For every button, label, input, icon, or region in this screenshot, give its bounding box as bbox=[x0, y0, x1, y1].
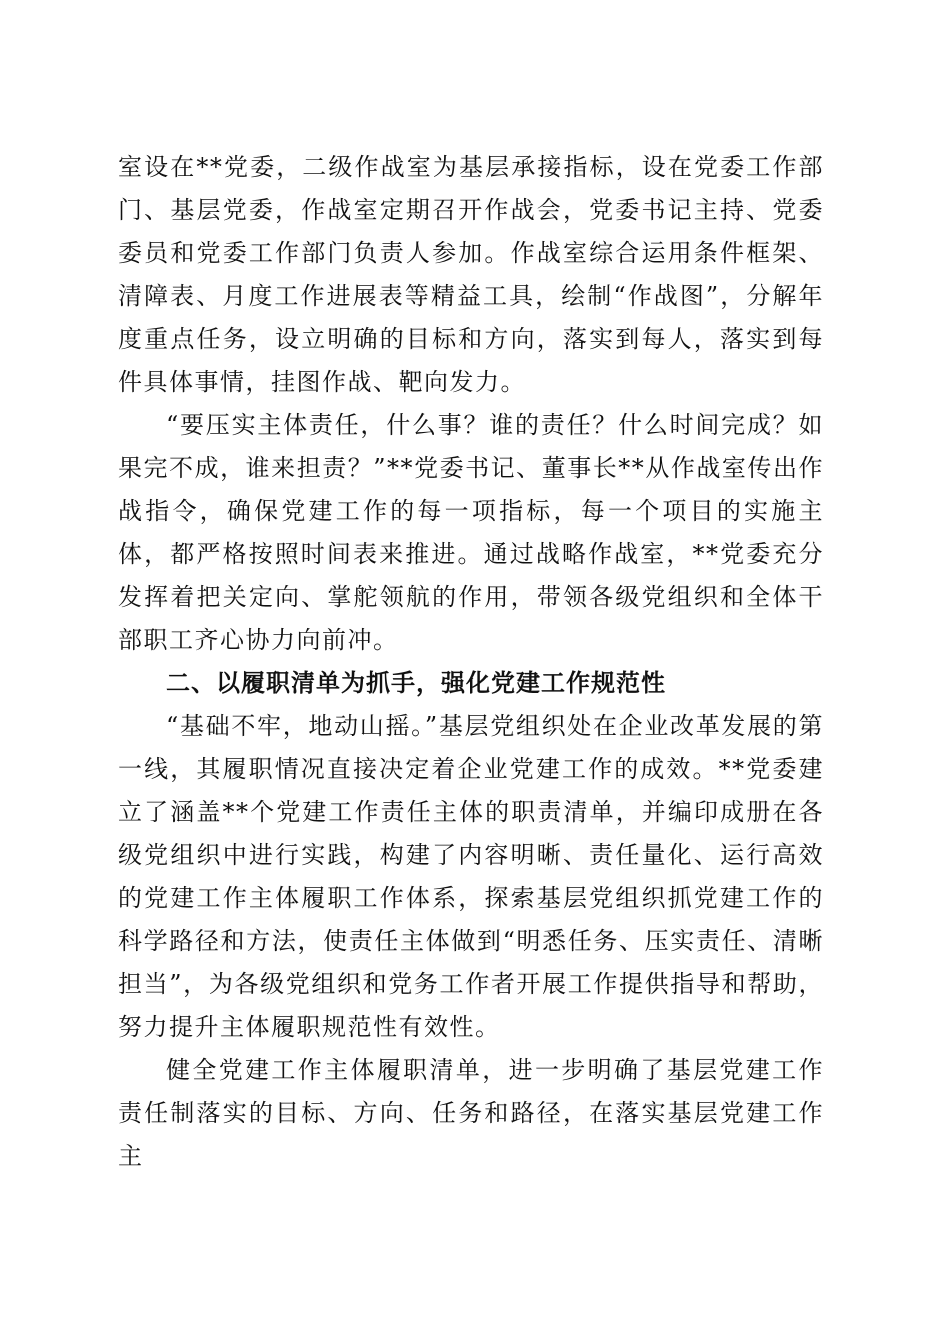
document-body bbox=[118, 146, 824, 1178]
paragraph-foundation: “基础不牢，地动山摇。”基层党组织处在企业改革发展的第一线，其履职情况直接决定着企业党建工作的成效。**党委建立了涵盖**个党建工作责任主体的职责清单，并编印成册在各级党组织中进行实践，构建了内容明晰、责任量化、运行高效的党建工作主体履职工作体系，探索基层党组织抓党建工作的科学路径和方法，使责任主体做到“明悉任务、压实责任、清晰担当”，为各级党组织和党务工作者开展工作提供指导和帮助，努力提升主体履职规范性有效性。 bbox=[118, 712, 824, 1041]
section-heading: 二、以履职清单为抓手，强化党建工作规范性 bbox=[166, 669, 666, 697]
paragraph-continued: 室设在**党委，二级作战室为基层承接指标，设在党委工作部门、基层党委，作战室定期召开作战会，党委书记主持、党委委员和党委工作部门负责人参加。作战室综合运用条件框架、清障表、月度工作进展表等精益工具，绘制“作战图”，分解年度重点任务，设立明确的目标和方向，落实到每人，落实到每件具体事情，挂图作战、靶向发力。 bbox=[118, 153, 824, 396]
paragraph-duty-list: 健全党建工作主体履职清单，进一步明确了基层党建工作责任制落实的目标、方向、任务和路径，在落实基层党建工作主 bbox=[118, 1056, 824, 1170]
paragraph-quote-responsibility: “要压实主体责任，什么事？谁的责任？什么时间完成？如果完不成，谁来担责？”**党委书记、董事长**从作战室传出作战指令，确保党建工作的每一项指标，每一个项目的实施主体，都严格按照时间表来推进。通过战略作战室，**党委充分发挥着把关定向、掌舵领航的作用，带领各级党组织和全体干部职工齐心协力向前冲。 bbox=[118, 411, 824, 654]
